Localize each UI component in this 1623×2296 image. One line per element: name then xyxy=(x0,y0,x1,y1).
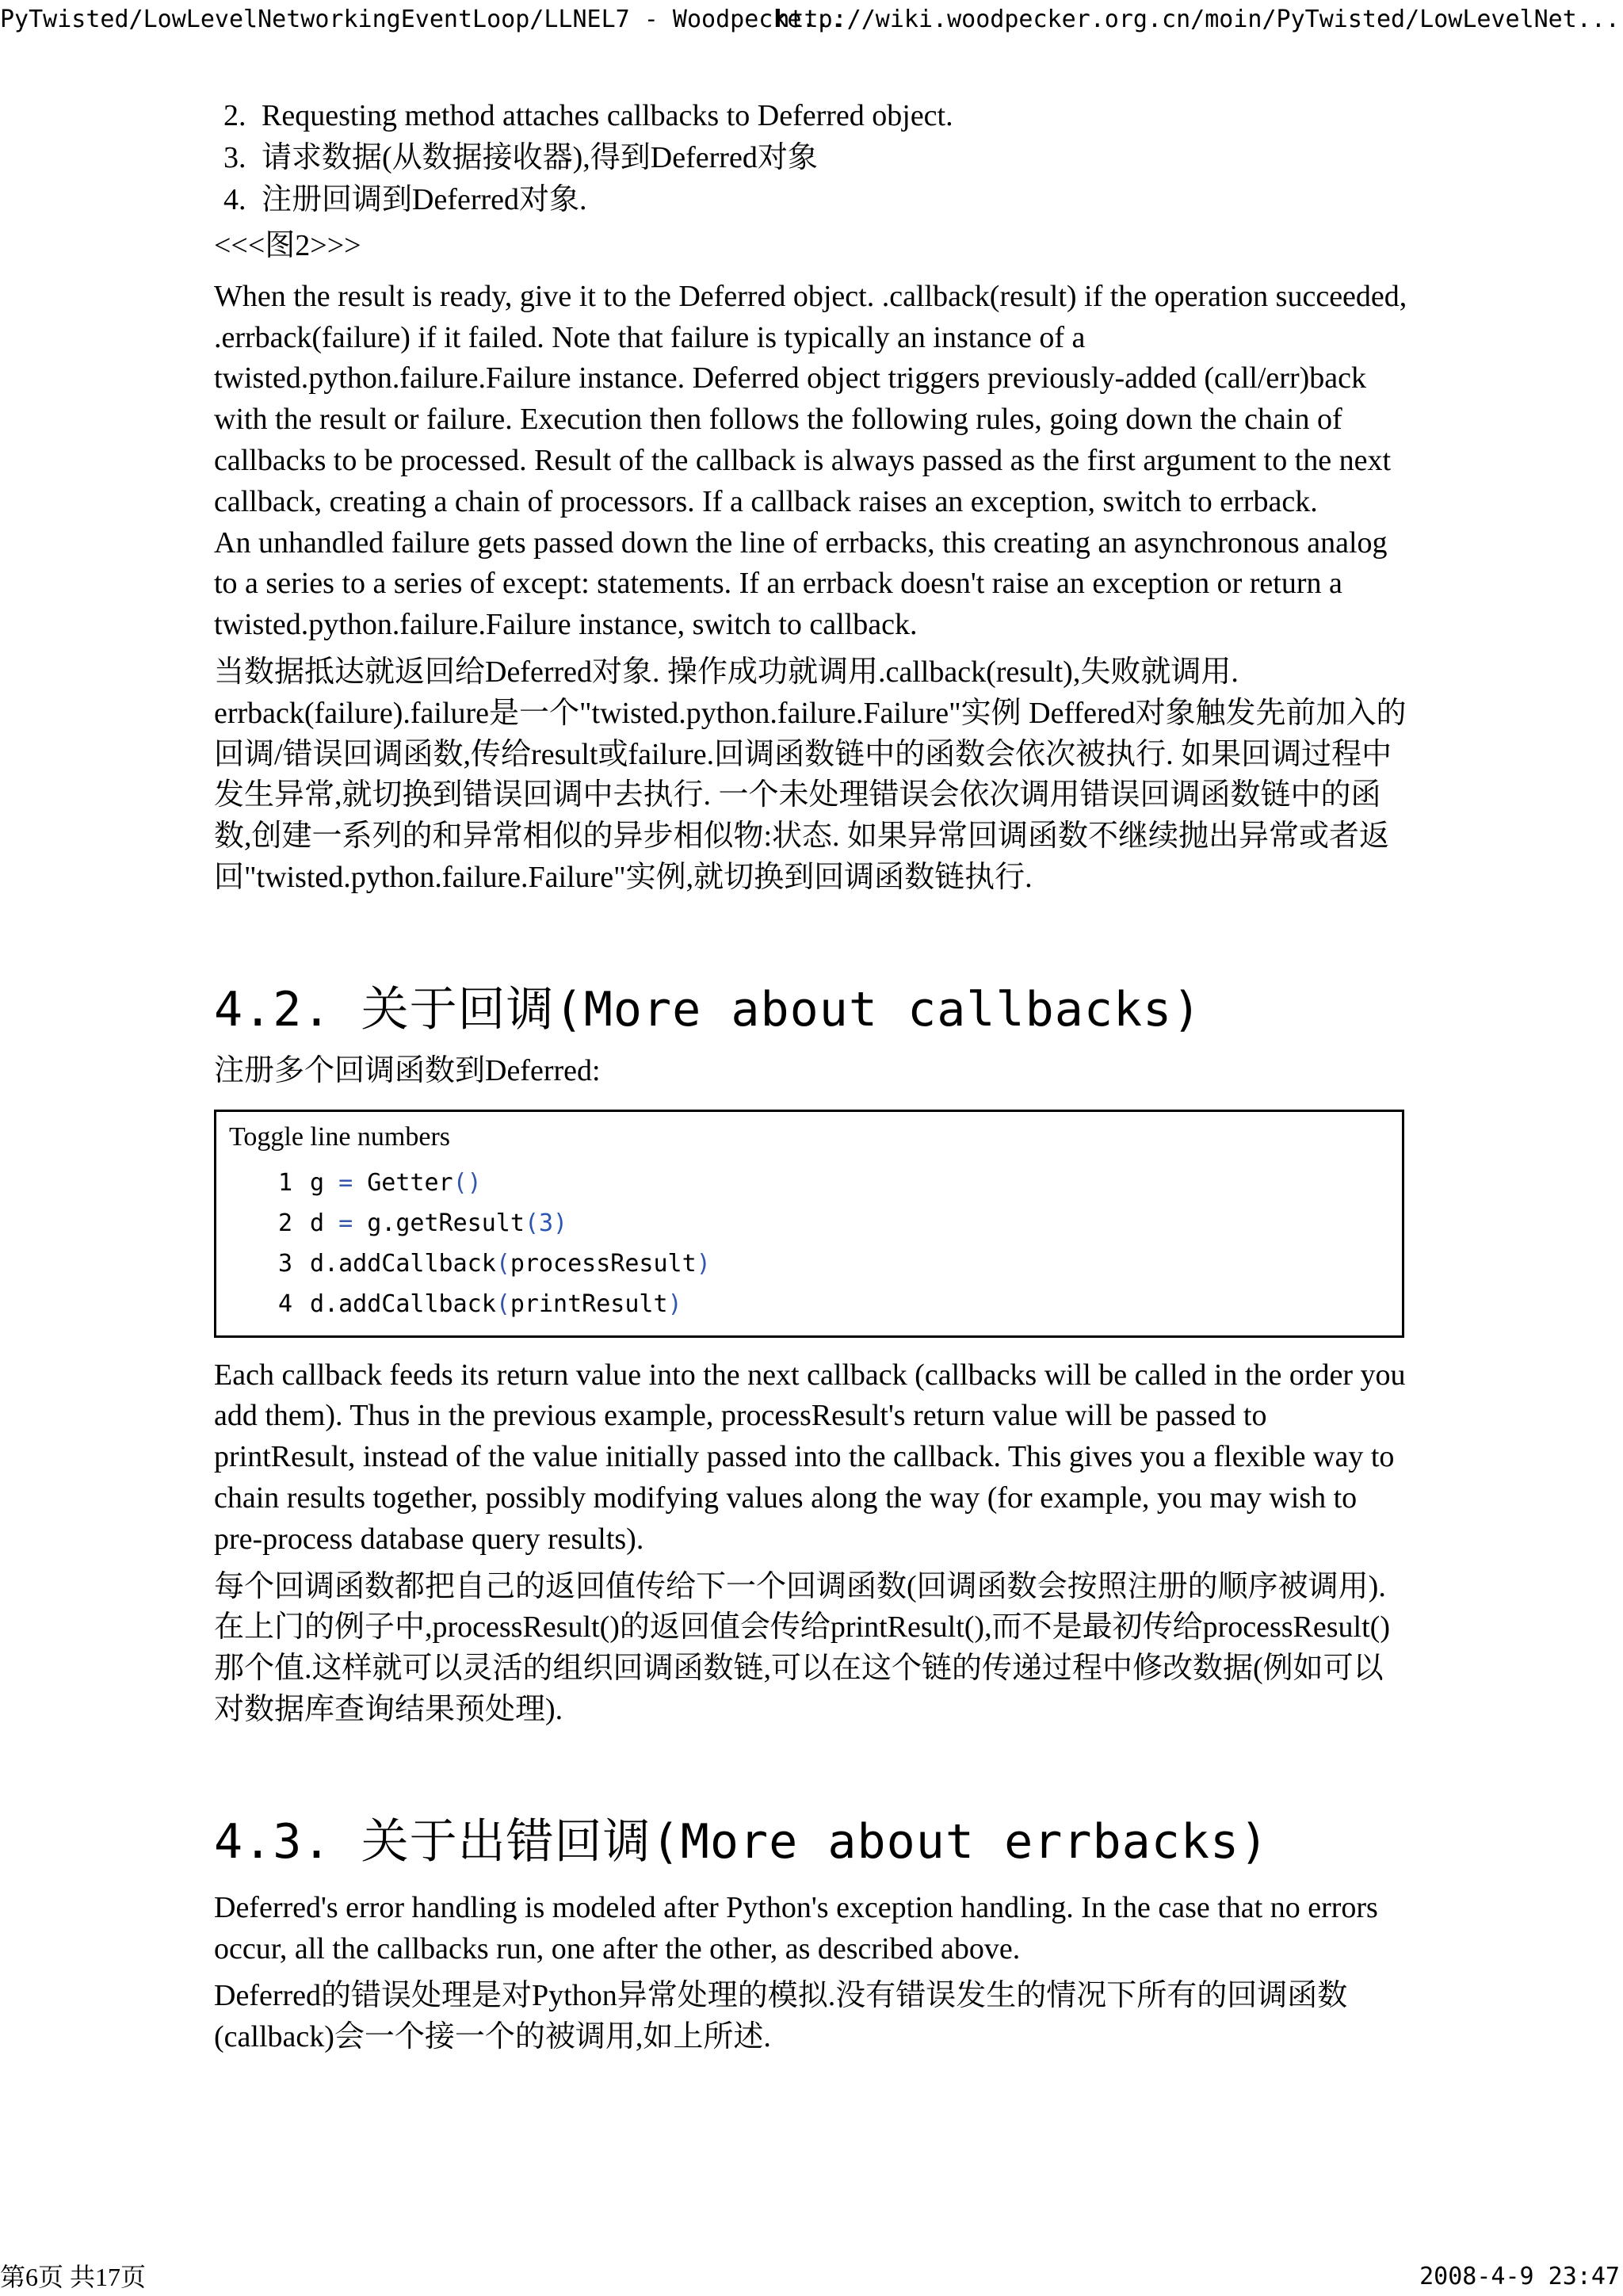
list-item: 2. Requesting method attaches callbacks to Deferred object. xyxy=(223,99,953,132)
code-line: 4 d.addCallback(printResult) xyxy=(278,1289,682,1318)
code-lines xyxy=(229,1163,1389,1324)
page-content xyxy=(214,95,1411,2058)
list-item: 4. 注册回调到Deferred对象. xyxy=(223,183,587,216)
code-line: 3 d.addCallback(processResult) xyxy=(278,1249,711,1278)
list-item: 3. 请求数据(从数据接收器),得到Deferred对象 xyxy=(223,141,818,174)
paragraph: Deferred's error handling is modeled after Python's exception handling. In the case that no errors occur, all the callbacks run, one after the other, as described above. xyxy=(214,1890,1378,1966)
paragraph: When the result is ready, give it to the Deferred object. .callback(result) if the operation succeeded, .errback(failure) if it failed. Note that failure is typically an instance of a twisted.python.failure.Failure instance. Deferred object triggers previously-added (call/err)back with the result or failure. Execution then follows the following rules, going down the chain of callbacks to be processed. Result of the callback is always passed as the first argument to the next callback, creating a chain of processors. If a callback raises an exception, switch to errback. xyxy=(214,279,1407,518)
code-line: 1 g = Getter() xyxy=(278,1168,482,1197)
steps-list xyxy=(214,95,1411,221)
paragraph: Deferred的错误处理是对Python异常处理的模拟.没有错误发生的情况下所有的回调函数(callback)会一个接一个的被调用,如上所述. xyxy=(214,1979,1348,2054)
header-title: PyTwisted/LowLevelNetworkingEventLoop/LLNEL7 - Woodpecke... xyxy=(0,6,845,33)
paragraph: 每个回调函数都把自己的返回值传给下一个回调函数(回调函数会按照注册的顺序被调用).在上门的例子中,processResult()的返回值会传给printResult(),而不是最初传给processResult()那个值.这样就可以灵活的组织回调函数链,可以在这个链的传递过程中修改数据(例如可以对数据库查询结果预处理). xyxy=(214,1569,1390,1726)
section-heading: 4.2. 关于回调(More about callbacks) xyxy=(214,981,1202,1037)
code-block xyxy=(214,1110,1404,1338)
paragraph: Each callback feeds its return value into the next callback (callbacks will be called in the order you add them). Thus in the previous example, processResult's return value will be passed to printResult, instead of the value initially passed into the callback. This gives you a flexible way to chain results together, possibly modifying values along the way (for example, you may wish to pre-process database query results). xyxy=(214,1358,1406,1556)
print-header xyxy=(0,0,1623,40)
figure-reference: <<<图2>>> xyxy=(214,229,361,262)
header-url: http://wiki.woodpecker.org.cn/moin/PyTwisted/LowLevelNet... xyxy=(775,6,1620,33)
code-line: 2 d = g.getResult(3) xyxy=(278,1209,568,1237)
print-footer xyxy=(0,2259,1623,2296)
print-timestamp: 2008-4-9 23:47 xyxy=(1419,2263,1620,2290)
paragraph: 当数据抵达就返回给Deferred对象. 操作成功就调用.callback(result),失败就调用. errback(failure).failure是一个"twisted.python.failure.Failure"实例 Deffered对象触发先前加入的回调/错误回调函数,传给result或failure.回调函数链中的函数会依次被执行. 如果回调过程中发生异常,就切换到错误回调中去执行. 一个未处理错误会依次调用错误回调函数链中的函数,创建一系列的和异常相似的异步相似物:状态. 如果异常回调函数不继续抛出异常或者返回"twisted.python.failure.Failure"实例,就切换到回调函数链执行. xyxy=(214,655,1407,894)
toggle-line-numbers-link[interactable]: Toggle line numbers xyxy=(229,1121,451,1152)
paragraph: An unhandled failure gets passed down the line of errbacks, this creating an asynchronous analog to a series to a series of except: statements. If an errback doesn't raise an exception or return a twisted.python.failure.Failure instance, switch to callback. xyxy=(214,525,1388,642)
paragraph: 注册多个回调函数到Deferred: xyxy=(214,1053,601,1087)
page-number: 第6页 共17页 xyxy=(0,2263,147,2291)
section-heading: 4.3. 关于出错回调(More about errbacks) xyxy=(214,1813,1270,1870)
